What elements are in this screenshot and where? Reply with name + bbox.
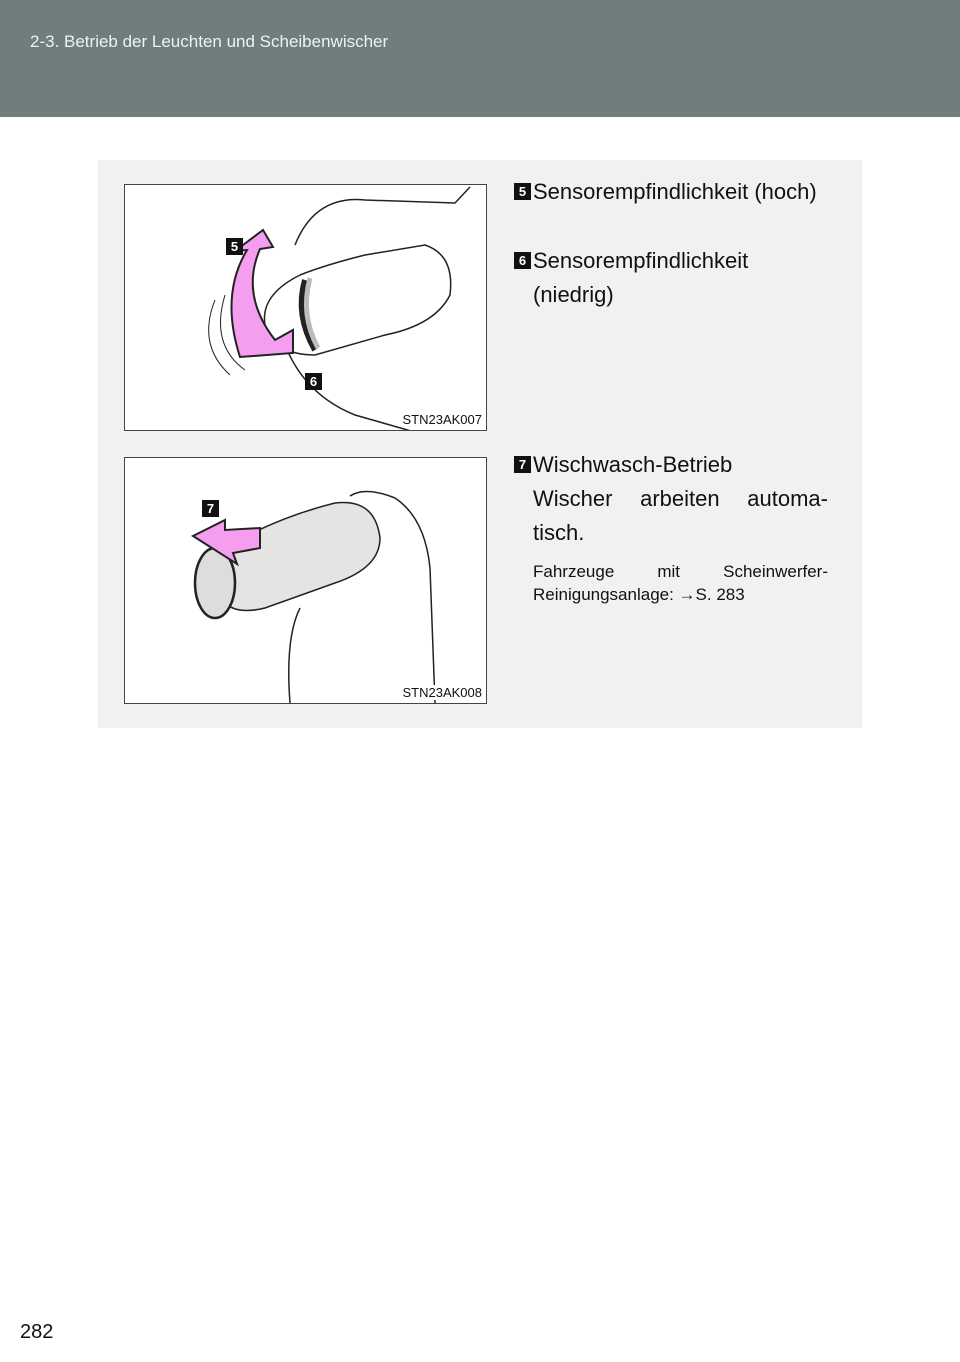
list-item-sensitivity-high	[514, 175, 828, 209]
item-badge: 5	[514, 183, 531, 200]
wiper-lever-rotate-illustration	[125, 185, 486, 430]
page-number: 282	[20, 1321, 54, 1343]
list-item-sensitivity-low	[514, 244, 828, 312]
section-title: 2-3. Betrieb der Leuchten und Scheibenwischer	[30, 32, 389, 51]
figure-badge-6: 6	[305, 373, 322, 390]
figure-sensor-sensitivity	[124, 184, 487, 431]
figure-code: STN23AK007	[402, 412, 482, 427]
item-text: Wischwasch-Betrieb	[533, 452, 733, 477]
figure-wash-operation	[124, 457, 487, 704]
item-description: Wischer arbeiten automa-tisch.	[533, 486, 828, 545]
list-item-wash-operation	[514, 448, 828, 606]
item-note: Fahrzeuge mit Scheinwerfer-Reinigungsanlage: →S. 283	[533, 562, 828, 604]
figure-code: STN23AK008	[402, 685, 482, 700]
item-text: Sensorempfindlichkeit (niedrig)	[533, 248, 749, 307]
item-text: Sensorempfindlichkeit (hoch)	[533, 179, 817, 204]
figure-badge-5: 5	[226, 238, 243, 255]
page-header	[0, 0, 960, 117]
item-badge: 6	[514, 252, 531, 269]
figure-badge-7: 7	[202, 500, 219, 517]
item-badge: 7	[514, 456, 531, 473]
wiper-lever-pull-illustration	[125, 458, 486, 703]
